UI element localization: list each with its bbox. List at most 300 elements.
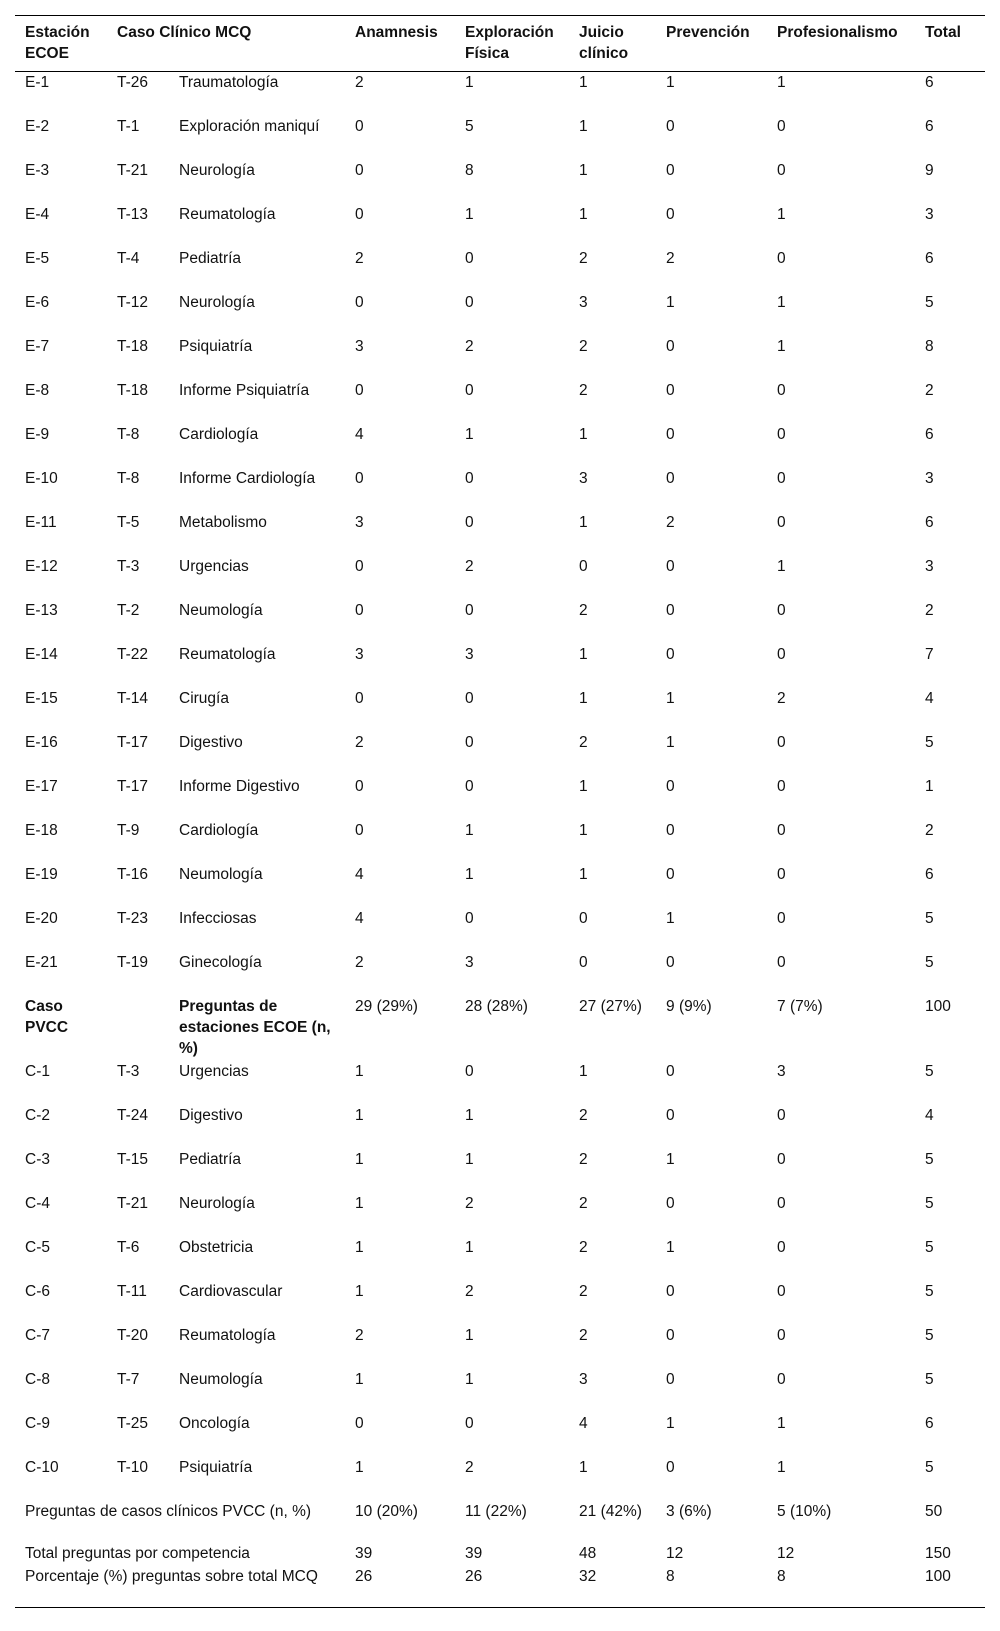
- cell-juicio: 4: [579, 1414, 588, 1432]
- table-row: [15, 1193, 985, 1237]
- cell-station: E-8: [25, 381, 50, 399]
- cell-exploracion: 1: [465, 1150, 474, 1168]
- cell-profesionalismo: 1: [777, 293, 786, 311]
- cell-specialty: Cardiología: [179, 425, 259, 443]
- summary-label-pvcc: Caso PVCC: [25, 997, 69, 1036]
- cell-specialty: Pediatría: [179, 249, 242, 267]
- cell-exploracion: 0: [465, 689, 474, 707]
- cell-code: T-23: [117, 909, 149, 927]
- cell-exploracion: 0: [465, 293, 474, 311]
- cell-total: 5: [925, 293, 934, 311]
- cell-exploracion: 0: [465, 513, 474, 531]
- header-exploracion: Exploración Física: [465, 24, 554, 62]
- cell-code: T-16: [117, 865, 149, 883]
- cell-anamnesis: 4: [355, 865, 364, 883]
- cell-station: E-7: [25, 337, 50, 355]
- cell-specialty: Urgencias: [179, 557, 249, 575]
- cell-prevencion: 0: [666, 161, 675, 179]
- cell-code: T-15: [117, 1150, 149, 1168]
- cell-code: T-3: [117, 557, 140, 575]
- cell-juicio: 2: [579, 337, 588, 355]
- cell-code: T-8: [117, 469, 140, 487]
- cell-juicio: 0: [579, 953, 588, 971]
- cell-juicio: 1: [579, 1062, 588, 1080]
- cell-exploracion: 1: [465, 821, 474, 839]
- total-exploracion: 39: [465, 1544, 483, 1562]
- cell-anamnesis: 1: [355, 1062, 364, 1080]
- table-row: [15, 160, 985, 204]
- cell-total: 5: [925, 1150, 934, 1168]
- cell-juicio: 3: [579, 469, 588, 487]
- cell-anamnesis: 3: [355, 337, 364, 355]
- cell-profesionalismo: 0: [777, 733, 786, 751]
- percent-total: 100: [925, 1567, 951, 1585]
- cell-profesionalismo: 0: [777, 821, 786, 839]
- cell-exploracion: 1: [465, 1326, 474, 1344]
- cell-total: 6: [925, 117, 934, 135]
- pvcc-summary-label: Preguntas de casos clínicos PVCC (n, %): [25, 1502, 312, 1520]
- cell-station: E-21: [25, 953, 58, 971]
- cell-juicio: 1: [579, 865, 588, 883]
- cell-total: 5: [925, 953, 934, 971]
- cell-prevencion: 0: [666, 777, 675, 795]
- cell-total: 5: [925, 1458, 934, 1476]
- cell-prevencion: 0: [666, 1194, 675, 1212]
- cell-total: 4: [925, 689, 934, 707]
- total-label: Total preguntas por competencia: [25, 1544, 250, 1562]
- cell-anamnesis: 1: [355, 1282, 364, 1300]
- cell-profesionalismo: 0: [777, 1370, 786, 1388]
- cell-prevencion: 0: [666, 1370, 675, 1388]
- cell-total: 2: [925, 381, 934, 399]
- cell-prevencion: 0: [666, 381, 675, 399]
- total-row: [15, 1543, 985, 1566]
- total-anamnesis: 39: [355, 1544, 373, 1562]
- cell-anamnesis: 2: [355, 953, 364, 971]
- cell-anamnesis: 3: [355, 645, 364, 663]
- cell-profesionalismo: 2: [777, 689, 786, 707]
- table-row: [15, 380, 985, 424]
- pvcc-summary-anamnesis: 10 (20%): [355, 1502, 418, 1520]
- cell-station: E-15: [25, 689, 58, 707]
- cell-station: C-4: [25, 1194, 50, 1212]
- cell-total: 6: [925, 249, 934, 267]
- cell-specialty: Digestivo: [179, 1106, 243, 1124]
- cell-profesionalismo: 1: [777, 205, 786, 223]
- cell-specialty: Urgencias: [179, 1062, 249, 1080]
- cell-specialty: Informe Psiquiatría: [179, 381, 310, 399]
- cell-code: T-13: [117, 205, 149, 223]
- cell-prevencion: 1: [666, 733, 675, 751]
- cell-specialty: Cardiología: [179, 821, 259, 839]
- cell-total: 8: [925, 337, 934, 355]
- cell-juicio: 0: [579, 557, 588, 575]
- cell-anamnesis: 2: [355, 74, 364, 91]
- cell-total: 5: [925, 1282, 934, 1300]
- cell-anamnesis: 1: [355, 1370, 364, 1388]
- table-row: [15, 468, 985, 512]
- table-row: [15, 336, 985, 380]
- cell-juicio: 1: [579, 161, 588, 179]
- cell-prevencion: 2: [666, 249, 675, 267]
- cell-exploracion: 2: [465, 1282, 474, 1300]
- table-row: [15, 512, 985, 556]
- cell-station: E-2: [25, 117, 50, 135]
- cell-code: T-1: [117, 117, 140, 135]
- cell-profesionalismo: 0: [777, 1150, 786, 1168]
- total-juicio: 48: [579, 1544, 597, 1562]
- table-row: [15, 1325, 985, 1369]
- cell-anamnesis: 0: [355, 469, 364, 487]
- cell-station: C-7: [25, 1326, 50, 1344]
- cell-juicio: 2: [579, 381, 588, 399]
- cell-prevencion: 0: [666, 469, 675, 487]
- cell-total: 5: [925, 1194, 934, 1212]
- cell-code: T-6: [117, 1238, 140, 1256]
- cell-profesionalismo: 0: [777, 425, 786, 443]
- cell-juicio: 2: [579, 249, 588, 267]
- table-row: [15, 424, 985, 468]
- cell-prevencion: 0: [666, 601, 675, 619]
- cell-prevencion: 1: [666, 1150, 675, 1168]
- cell-profesionalismo: 0: [777, 1282, 786, 1300]
- cell-specialty: Pediatría: [179, 1150, 242, 1168]
- cell-station: E-3: [25, 161, 50, 179]
- summary-prevencion: 9 (9%): [666, 997, 712, 1015]
- pvcc-summary-exploracion: 11 (22%): [465, 1502, 527, 1520]
- cell-station: C-9: [25, 1414, 50, 1432]
- cell-anamnesis: 1: [355, 1194, 364, 1212]
- cell-exploracion: 0: [465, 249, 474, 267]
- cell-prevencion: 0: [666, 425, 675, 443]
- cell-station: E-16: [25, 733, 58, 751]
- cell-profesionalismo: 0: [777, 117, 786, 135]
- cell-exploracion: 3: [465, 953, 474, 971]
- cell-prevencion: 0: [666, 821, 675, 839]
- percent-exploracion: 26: [465, 1567, 483, 1585]
- cell-code: T-18: [117, 381, 149, 399]
- percent-profesionalismo: 8: [777, 1567, 786, 1585]
- cell-juicio: 1: [579, 74, 588, 91]
- cell-code: T-14: [117, 689, 149, 707]
- cell-prevencion: 0: [666, 205, 675, 223]
- table-row: [15, 1457, 985, 1501]
- table-row: [15, 1105, 985, 1149]
- cell-juicio: 2: [579, 1238, 588, 1256]
- cell-anamnesis: 1: [355, 1458, 364, 1476]
- cell-exploracion: 1: [465, 1370, 474, 1388]
- cell-total: 5: [925, 733, 934, 751]
- cell-station: E-14: [25, 645, 58, 663]
- pvcc-summary-profesionalismo: 5 (10%): [777, 1502, 832, 1520]
- cell-specialty: Metabolismo: [179, 513, 267, 531]
- cell-juicio: 2: [579, 601, 588, 619]
- cell-station: C-1: [25, 1062, 50, 1080]
- header-prevencion: Prevención: [666, 24, 750, 41]
- cell-anamnesis: 0: [355, 557, 364, 575]
- table-row: [15, 688, 985, 732]
- cell-total: 1: [925, 777, 934, 795]
- cell-total: 5: [925, 1326, 934, 1344]
- cell-code: T-8: [117, 425, 140, 443]
- cell-profesionalismo: 0: [777, 1106, 786, 1124]
- cell-station: E-12: [25, 557, 58, 575]
- table-row: [15, 732, 985, 776]
- cell-station: C-5: [25, 1238, 50, 1256]
- cell-code: T-20: [117, 1326, 149, 1344]
- table-row: [15, 556, 985, 600]
- cell-prevencion: 0: [666, 645, 675, 663]
- cell-station: E-13: [25, 601, 58, 619]
- cell-specialty: Reumatología: [179, 205, 276, 223]
- cell-profesionalismo: 1: [777, 1414, 786, 1432]
- cell-profesionalismo: 0: [777, 953, 786, 971]
- cell-juicio: 1: [579, 1458, 588, 1476]
- cell-prevencion: 1: [666, 1238, 675, 1256]
- cell-code: T-9: [117, 821, 140, 839]
- cell-exploracion: 2: [465, 1194, 474, 1212]
- cell-prevencion: 0: [666, 1282, 675, 1300]
- cell-exploracion: 0: [465, 909, 474, 927]
- table-row: [15, 908, 985, 952]
- cell-juicio: 3: [579, 1370, 588, 1388]
- cell-anamnesis: 4: [355, 425, 364, 443]
- cell-anamnesis: 0: [355, 205, 364, 223]
- table-row: [15, 1149, 985, 1193]
- cell-exploracion: 2: [465, 557, 474, 575]
- cell-anamnesis: 1: [355, 1106, 364, 1124]
- table-body: [15, 72, 985, 1608]
- cell-total: 6: [925, 513, 934, 531]
- table-header: [15, 16, 985, 72]
- cell-specialty: Cirugía: [179, 689, 229, 707]
- cell-prevencion: 1: [666, 293, 675, 311]
- cell-total: 3: [925, 205, 934, 223]
- header-row: [15, 16, 985, 72]
- cell-code: T-3: [117, 1062, 140, 1080]
- cell-profesionalismo: 1: [777, 74, 786, 91]
- cell-anamnesis: 0: [355, 1414, 364, 1432]
- header-anamnesis: Anamnesis: [355, 24, 438, 41]
- cell-specialty: Informe Digestivo: [179, 777, 300, 795]
- cell-station: C-8: [25, 1370, 50, 1388]
- pvcc-summary-total: 50: [925, 1502, 943, 1520]
- cell-specialty: Neurología: [179, 161, 255, 179]
- cell-profesionalismo: 0: [777, 1326, 786, 1344]
- cell-specialty: Psiquiatría: [179, 1458, 253, 1476]
- cell-profesionalismo: 0: [777, 865, 786, 883]
- cell-juicio: 1: [579, 425, 588, 443]
- summary-profesionalismo: 7 (7%): [777, 997, 823, 1015]
- header-profesionalismo: Profesionalismo: [777, 24, 898, 41]
- cell-specialty: Neurología: [179, 293, 255, 311]
- cell-total: 6: [925, 1414, 934, 1432]
- cell-code: T-17: [117, 733, 149, 751]
- cell-total: 4: [925, 1106, 934, 1124]
- summary-total: 100: [925, 997, 951, 1015]
- cell-anamnesis: 1: [355, 1150, 364, 1168]
- cell-anamnesis: 3: [355, 513, 364, 531]
- cell-prevencion: 0: [666, 1458, 675, 1476]
- cell-anamnesis: 0: [355, 293, 364, 311]
- cell-station: E-10: [25, 469, 58, 487]
- cell-station: C-2: [25, 1106, 50, 1124]
- cell-juicio: 1: [579, 777, 588, 795]
- cell-specialty: Psiquiatría: [179, 337, 253, 355]
- cell-station: E-17: [25, 777, 58, 795]
- cell-specialty: Cardiovascular: [179, 1282, 283, 1300]
- cell-specialty: Oncología: [179, 1414, 250, 1432]
- cell-prevencion: 0: [666, 953, 675, 971]
- total-profesionalismo: 12: [777, 1544, 795, 1562]
- cell-anamnesis: 2: [355, 249, 364, 267]
- cell-specialty: Digestivo: [179, 733, 243, 751]
- header-case: Caso Clínico MCQ: [117, 24, 252, 41]
- cell-code: T-5: [117, 513, 140, 531]
- summary-exploracion: 28 (28%): [465, 997, 528, 1015]
- cell-anamnesis: 0: [355, 381, 364, 399]
- cell-exploracion: 5: [465, 117, 474, 135]
- percent-row: [15, 1566, 985, 1608]
- table-row: [15, 1413, 985, 1457]
- table-row: [15, 1281, 985, 1325]
- cell-specialty: Infecciosas: [179, 909, 257, 927]
- cell-juicio: 1: [579, 689, 588, 707]
- cell-exploracion: 0: [465, 1062, 474, 1080]
- cell-code: T-26: [117, 74, 149, 91]
- cell-anamnesis: 1: [355, 1238, 364, 1256]
- percent-juicio: 32: [579, 1567, 597, 1585]
- cell-anamnesis: 0: [355, 689, 364, 707]
- cell-station: E-11: [25, 513, 57, 531]
- cell-code: T-10: [117, 1458, 149, 1476]
- cell-total: 2: [925, 601, 934, 619]
- cell-station: C-10: [25, 1458, 59, 1476]
- cell-code: T-4: [117, 249, 140, 267]
- cell-code: T-7: [117, 1370, 140, 1388]
- cell-specialty: Neumología: [179, 601, 263, 619]
- cell-profesionalismo: 0: [777, 1238, 786, 1256]
- total-total: 150: [925, 1544, 951, 1562]
- cell-prevencion: 1: [666, 689, 675, 707]
- cell-station: C-6: [25, 1282, 50, 1300]
- cell-code: T-18: [117, 337, 149, 355]
- cell-anamnesis: 2: [355, 733, 364, 751]
- table-row: [15, 116, 985, 160]
- cell-juicio: 2: [579, 1282, 588, 1300]
- cell-profesionalismo: 0: [777, 381, 786, 399]
- cell-station: E-5: [25, 249, 50, 267]
- cell-specialty: Neumología: [179, 1370, 263, 1388]
- cell-anamnesis: 0: [355, 777, 364, 795]
- cell-anamnesis: 4: [355, 909, 364, 927]
- table-row: [15, 1061, 985, 1105]
- summary-juicio: 27 (27%): [579, 997, 642, 1015]
- summary-label-ecoe: Preguntas de estaciones ECOE (n, %): [179, 997, 331, 1057]
- cell-exploracion: 0: [465, 381, 474, 399]
- pvcc-summary-juicio: 21 (42%): [579, 1502, 642, 1520]
- cell-juicio: 2: [579, 1106, 588, 1124]
- cell-anamnesis: 0: [355, 117, 364, 135]
- cell-specialty: Exploración maniquí: [179, 117, 320, 135]
- cell-juicio: 1: [579, 645, 588, 663]
- summary-empty-cell: [107, 996, 169, 1061]
- cell-juicio: 2: [579, 1150, 588, 1168]
- cell-profesionalismo: 0: [777, 1194, 786, 1212]
- table-row: [15, 820, 985, 864]
- cell-total: 6: [925, 425, 934, 443]
- cell-specialty: Ginecología: [179, 953, 262, 971]
- table-row: [15, 776, 985, 820]
- cell-total: 5: [925, 1370, 934, 1388]
- cell-exploracion: 0: [465, 1414, 474, 1432]
- cell-station: E-20: [25, 909, 58, 927]
- cell-prevencion: 1: [666, 1414, 675, 1432]
- cell-prevencion: 1: [666, 909, 675, 927]
- table-row: [15, 864, 985, 908]
- cell-juicio: 1: [579, 205, 588, 223]
- cell-exploracion: 1: [465, 205, 474, 223]
- cell-specialty: Reumatología: [179, 645, 276, 663]
- cell-specialty: Reumatología: [179, 1326, 276, 1344]
- cell-prevencion: 0: [666, 865, 675, 883]
- cell-code: T-19: [117, 953, 149, 971]
- cell-exploracion: 1: [465, 74, 474, 91]
- cell-juicio: 2: [579, 1194, 588, 1212]
- cell-total: 5: [925, 1062, 934, 1080]
- cell-code: T-22: [117, 645, 149, 663]
- cell-station: E-9: [25, 425, 50, 443]
- cell-juicio: 2: [579, 733, 588, 751]
- cell-prevencion: 0: [666, 1326, 675, 1344]
- cell-total: 5: [925, 1238, 934, 1256]
- cell-specialty: Obstetricia: [179, 1238, 254, 1256]
- cell-total: 7: [925, 645, 934, 663]
- cell-total: 9: [925, 161, 934, 179]
- cell-total: 3: [925, 469, 934, 487]
- table-row: [15, 952, 985, 996]
- cell-profesionalismo: 0: [777, 249, 786, 267]
- cell-juicio: 1: [579, 513, 588, 531]
- cell-station: E-18: [25, 821, 58, 839]
- cell-juicio: 1: [579, 117, 588, 135]
- header-station: Estación ECOE: [25, 24, 90, 62]
- cell-profesionalismo: 0: [777, 645, 786, 663]
- cell-profesionalismo: 0: [777, 513, 786, 531]
- cell-profesionalismo: 1: [777, 557, 786, 575]
- table-row: [15, 600, 985, 644]
- cell-station: C-3: [25, 1150, 50, 1168]
- cell-prevencion: 1: [666, 74, 675, 91]
- cell-exploracion: 0: [465, 601, 474, 619]
- cell-juicio: 0: [579, 909, 588, 927]
- table-row: [15, 72, 985, 116]
- cell-exploracion: 1: [465, 1106, 474, 1124]
- cell-total: 5: [925, 909, 934, 927]
- percent-label: Porcentaje (%) preguntas sobre total MCQ: [25, 1567, 318, 1585]
- cell-prevencion: 0: [666, 117, 675, 135]
- table-row: [15, 204, 985, 248]
- cell-profesionalismo: 0: [777, 777, 786, 795]
- cell-prevencion: 0: [666, 557, 675, 575]
- cell-prevencion: 0: [666, 1106, 675, 1124]
- cell-juicio: 1: [579, 821, 588, 839]
- cell-total: 3: [925, 557, 934, 575]
- cell-code: T-25: [117, 1414, 149, 1432]
- document-page: [15, 15, 985, 1608]
- cell-code: T-21: [117, 1194, 149, 1212]
- cell-anamnesis: 2: [355, 1326, 364, 1344]
